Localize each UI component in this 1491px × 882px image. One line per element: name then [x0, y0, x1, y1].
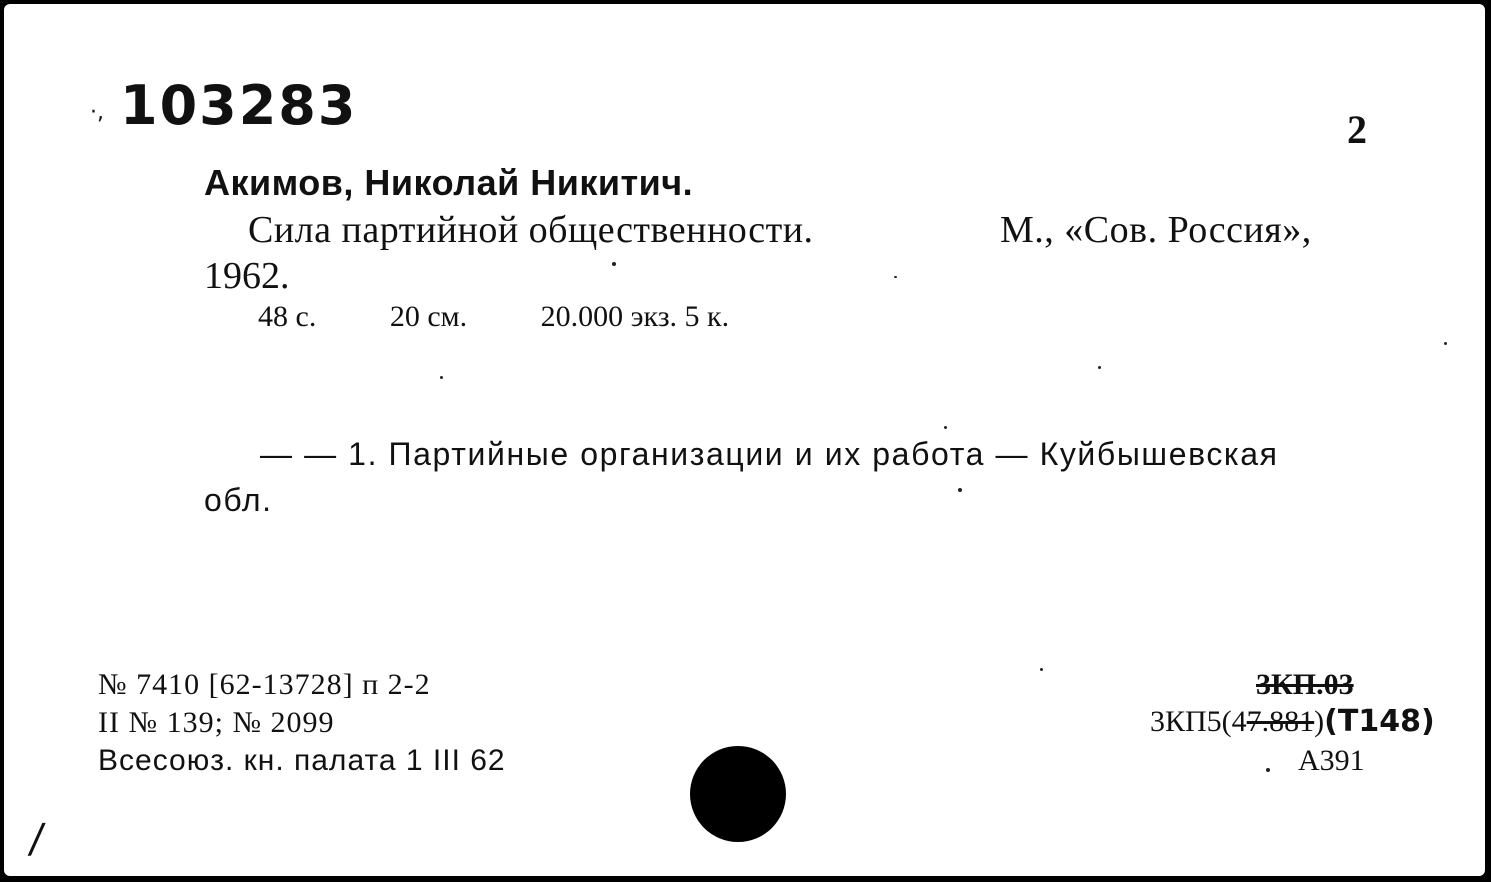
physical-description: [258, 300, 729, 334]
classification-code: [1150, 704, 1435, 739]
speck: [1040, 668, 1043, 671]
size: 20 см.: [389, 300, 468, 333]
subject-heading-line-2: обл.: [204, 482, 273, 518]
author-mark: А391: [1298, 744, 1365, 777]
classification-struck-part: 7.881: [1246, 705, 1315, 738]
chamber-imprint: Всесоюз. кн. палата 1 III 62: [98, 744, 506, 777]
handwritten-mark: /: [26, 816, 47, 862]
publication-year: 1962.: [204, 255, 290, 297]
classification-suffix: ): [1314, 705, 1325, 738]
speck: [894, 276, 897, 278]
speck: [1266, 768, 1270, 772]
punch-hole: [690, 746, 786, 842]
pages: 48 с.: [258, 300, 317, 333]
card-number: 2: [1347, 107, 1367, 152]
speck: [958, 488, 962, 492]
speck: [944, 426, 947, 429]
registry-issue: II № 139; № 2099: [98, 706, 335, 739]
print-run-price: 20.000 экз. 5 к.: [540, 300, 730, 333]
speck: [612, 262, 616, 266]
classification-struck: 3КП.03: [1256, 668, 1354, 701]
publisher: М., «Сов. Россия»,: [1000, 209, 1312, 251]
classification-prefix: 3КП5(4: [1150, 705, 1247, 738]
speck: [440, 376, 443, 379]
speck: [1444, 342, 1447, 345]
speck: [1098, 366, 1101, 369]
subject-heading-line-1: — — 1. Партийные организации и их работа — Куйбышевская: [260, 436, 1279, 472]
book-title: Сила партийной общественности.: [248, 209, 814, 251]
accession-number: 103283: [120, 74, 358, 137]
catalog-card: [4, 4, 1485, 876]
accession-marks: ·,: [90, 100, 104, 125]
registry-number: № 7410 [62-13728] п 2-2: [98, 668, 431, 701]
author-heading: Акимов, Николай Никитич.: [204, 162, 694, 203]
classification-handwritten: (Т148): [1324, 704, 1435, 739]
